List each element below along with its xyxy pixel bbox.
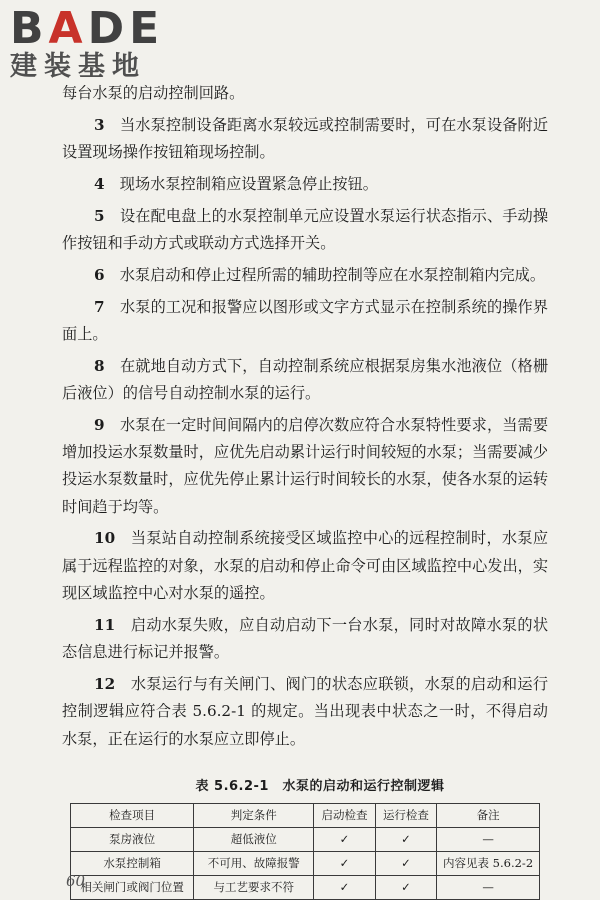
clause-4: 4 现场水泵控制箱应设置紧急停止按钮。 xyxy=(94,174,378,193)
table-caption: 表 5.6.2-1 水泵的启动和运行控制逻辑 xyxy=(195,778,445,794)
logo-subtitle: 建装基地 xyxy=(10,51,146,82)
clause-3: 3 当水泵控制设备距离水泵较远或控制需要时，可在水泵设备附近设置现场操作按钮箱现场控制。 xyxy=(62,115,549,162)
control-logic-table xyxy=(70,803,540,900)
table-header: 启动检查 xyxy=(314,803,375,827)
table-row xyxy=(71,875,540,899)
table-cell: — xyxy=(437,827,540,851)
table-header: 备注 xyxy=(437,803,540,827)
table-cell: ✓ xyxy=(314,851,375,875)
table-cell: — xyxy=(437,875,540,899)
table-cell: ✓ xyxy=(375,827,436,851)
table-row xyxy=(71,827,540,851)
clause-9: 9 水泵在一定时间间隔内的启停次数应符合水泵特性要求，当需要增加投运水泵数量时，应优先启动累计运行时间较短的水泵；当需要减少投运水泵数量时，应优先停止累计运行时间较长的水泵，使各水泵的运转时间趋于均等。 xyxy=(62,415,549,516)
table-cell: ✓ xyxy=(375,851,436,875)
document-body xyxy=(62,80,548,900)
table-cell: 内容见表 5.6.2-2 xyxy=(437,851,540,875)
table-cell: 不可用、故障报警 xyxy=(194,851,314,875)
page-number: 60 xyxy=(66,872,86,890)
logo xyxy=(10,3,180,83)
table-row xyxy=(71,851,540,875)
table-cell: ✓ xyxy=(375,875,436,899)
clause-12: 12 水泵运行与有关闸门、阀门的状态应联锁，水泵的启动和运行控制逻辑应符合表 5.6.2-1 的规定。当出现表中状态之一时，不得启动水泵，正在运行的水泵应立即停止。 xyxy=(62,674,549,748)
clause-11: 11 启动水泵失败，应自动启动下一台水泵，同时对故障水泵的状态信息进行标记并报警。 xyxy=(62,615,549,662)
clause-5: 5 设在配电盘上的水泵控制单元应设置水泵运行状态指示、手动操作按钮和手动方式或联动方式选择开关。 xyxy=(62,206,549,252)
table-cell: 水泵控制箱 xyxy=(71,851,194,875)
table-cell: ✓ xyxy=(314,875,375,899)
clause-10: 10 当泵站自动控制系统接受区域监控中心的远程控制时，水泵应属于远程监控的对象，水泵的启动和停止命令可由区域监控中心发出，实现区域监控中心对水泵的遥控。 xyxy=(62,529,549,603)
table-cell: 超低液位 xyxy=(194,827,314,851)
table-cell: 泵房液位 xyxy=(71,827,194,851)
clause-6: 6 水泵启动和停止过程所需的辅助控制等应在水泵控制箱内完成。 xyxy=(94,265,546,284)
paragraph: 每台水泵的启动控制回路。 xyxy=(62,84,245,102)
clause-7: 7 水泵的工况和报警应以图形或文字方式显示在控制系统的操作界面上。 xyxy=(62,297,549,343)
table-cell: 与工艺要求不符 xyxy=(194,875,314,899)
table-header: 检查项目 xyxy=(71,803,194,827)
clause-8: 8 在就地自动方式下，自动控制系统应根据泵房集水池液位（格栅后液位）的信号自动控制水泵的运行。 xyxy=(62,356,549,402)
table-cell: ✓ xyxy=(314,827,375,851)
table-cell: 相关闸门或阀门位置 xyxy=(71,875,194,899)
table-header: 运行检查 xyxy=(375,803,436,827)
table-header-row xyxy=(71,803,540,827)
logo-brand: BADE xyxy=(10,3,165,54)
table-header: 判定条件 xyxy=(194,803,314,827)
